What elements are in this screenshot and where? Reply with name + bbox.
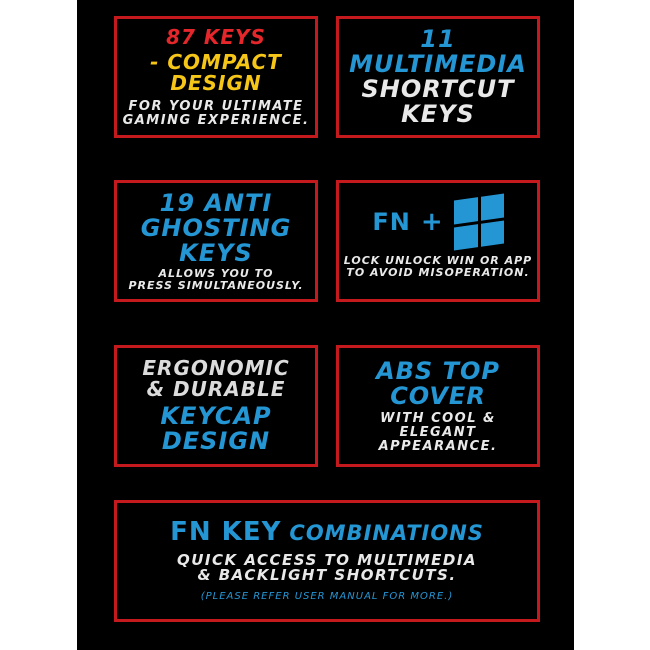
win-lock-desc2: TO AVOID MISOPERATION. bbox=[346, 266, 530, 279]
keycap-line4: DESIGN bbox=[161, 427, 271, 455]
anti-ghosting-line1: 19 ANTI bbox=[159, 188, 273, 217]
feature-panel bbox=[77, 0, 574, 650]
fn-combo-desc1: QUICK ACCESS TO MULTIMEDIA bbox=[176, 550, 478, 569]
manual-note: (PLEASE REFER USER MANUAL FOR MORE.) bbox=[200, 591, 454, 603]
feature-box-abs-cover bbox=[336, 345, 540, 467]
feature-box-compact bbox=[114, 16, 318, 138]
anti-ghosting-desc1: ALLOWS YOU TO bbox=[158, 267, 274, 281]
feature-box-win-lock bbox=[336, 180, 540, 302]
anti-ghosting-line2: GHOSTING bbox=[140, 213, 292, 242]
ergonomic-line2: & DURABLE bbox=[146, 376, 286, 401]
combinations-label: COMBINATIONS bbox=[289, 521, 484, 546]
plus-sign: + bbox=[420, 206, 444, 237]
win-lock-desc1: LOCK UNLOCK WIN OR APP bbox=[343, 254, 533, 268]
feature-box-keycap bbox=[114, 345, 318, 467]
fn-key-label: FN KEY bbox=[170, 517, 282, 548]
cover-title: COVER bbox=[390, 382, 486, 411]
anti-ghosting-line3: KEYS bbox=[179, 239, 253, 268]
feature-box-fn-combos bbox=[114, 500, 540, 622]
keycap-line3: KEYCAP bbox=[160, 401, 272, 430]
compact-desc-line2: GAMING EXPERIENCE. bbox=[122, 112, 310, 128]
anti-ghosting-desc2: PRESS SIMULTANEOUSLY. bbox=[128, 278, 304, 292]
fn-label: FN bbox=[372, 207, 411, 236]
ergonomic-line1: ERGONOMIC bbox=[142, 355, 290, 380]
multimedia-title: 11 MULTIMEDIA bbox=[349, 24, 527, 78]
fn-key-heading bbox=[170, 519, 484, 546]
shortcut-keys-title: SHORTCUT KEYS bbox=[361, 75, 515, 129]
abs-desc3: APPEARANCE. bbox=[378, 438, 498, 454]
fn-combo-desc2: & BACKLIGHT SHORTCUTS. bbox=[197, 566, 457, 585]
windows-logo-icon bbox=[454, 194, 504, 251]
feature-box-anti-ghosting bbox=[114, 180, 318, 302]
feature-box-multimedia bbox=[336, 16, 540, 138]
abs-desc1: WITH COOL & bbox=[380, 411, 496, 427]
abs-top-title: ABS TOP bbox=[376, 356, 500, 385]
keys-count-title: 87 KEYS bbox=[166, 24, 266, 49]
compact-design-title: - COMPACT DESIGN bbox=[150, 49, 282, 95]
abs-desc2: ELEGANT bbox=[399, 424, 477, 440]
compact-desc-line1: FOR YOUR ULTIMATE bbox=[128, 98, 304, 114]
fn-win-combo bbox=[372, 197, 503, 247]
